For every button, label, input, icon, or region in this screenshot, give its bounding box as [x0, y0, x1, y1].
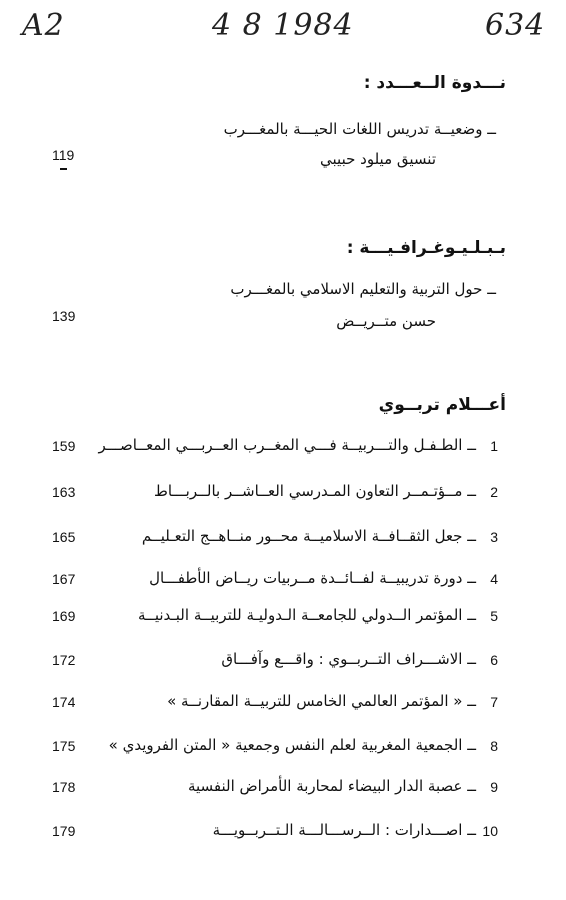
section-title: أعـــلام تربــوي — [378, 395, 506, 415]
entry-title: ــ عصبة الدار البيضاء لمحاربة الأمراض النفسية — [187, 777, 476, 795]
page-number: 175 — [52, 738, 76, 754]
entry-title: ــ الطـفـل والتـــربيــة فـــي المغــرب العــربـــي المعــاصـــر — [98, 436, 476, 454]
entry-number: 10 — [482, 823, 498, 839]
toc-entry — [52, 650, 498, 674]
handwritten-code: A2 — [22, 8, 65, 43]
entry-number: 1 — [490, 438, 498, 454]
page-number: 119 — [52, 147, 75, 163]
section-title: نـــدوة الــعـــدد : — [363, 73, 506, 93]
toc-entry — [52, 692, 498, 716]
toc-entry — [52, 821, 498, 845]
dash-mark — [60, 168, 67, 170]
entry-title: ــ اصـــدارات : الــرســـالـــة الـتــربــويـــة — [212, 821, 476, 839]
entry-number: 5 — [490, 608, 498, 624]
entry-title: ــ دورة تدريبيــة لفــائــدة مــربيات ريــاض الأطفـــال — [149, 569, 476, 587]
section-title: بـبـلـيـوغـرافـيـــة : — [346, 238, 506, 258]
toc-entry — [52, 606, 498, 630]
toc-entry — [52, 436, 498, 460]
page-number: 174 — [52, 694, 76, 710]
entry-number: 7 — [490, 694, 498, 710]
handwritten-number: 634 — [485, 8, 546, 43]
page-number: 159 — [52, 438, 76, 454]
entry-title: ــ « المؤتمر العالمي الخامس للتربيــة المقارنــة » — [167, 692, 476, 710]
entry-title: ــ المؤتمر الــدولي للجامعــة الـدوليـة للتربيــة البـدنيــة — [137, 606, 476, 624]
entry-title: ــ جعل الثقــافــة الاسلاميــة محــور منــاهــج التعـليــم — [141, 527, 476, 545]
entry-title: ــ حول التربية والتعليم الاسلامي بالمغـــرب — [230, 280, 496, 298]
entry-title: ــ وضعيــة تدريس اللغات الحيـــة بالمغـــرب — [223, 120, 496, 138]
entry-number: 6 — [490, 652, 498, 668]
entry-number: 3 — [490, 529, 498, 545]
toc-entry — [52, 777, 498, 801]
toc-entry — [52, 569, 498, 593]
page-number: 169 — [52, 608, 76, 624]
entry-number: 2 — [490, 484, 498, 500]
page-number: 165 — [52, 529, 76, 545]
toc-entry — [52, 736, 498, 760]
page-number: 167 — [52, 571, 76, 587]
entry-title: ــ مــؤتـمــر التعاون المـدرسي العــاشــر بالــربـــاط — [154, 482, 476, 500]
entry-author: تنسيق ميلود حبيبي — [320, 150, 436, 168]
entry-number: 8 — [490, 738, 498, 754]
handwritten-date: 4 8 1984 — [212, 8, 354, 43]
page-number: 139 — [52, 308, 76, 324]
entry-author: حسن متــريــض — [336, 312, 436, 330]
page-number: 178 — [52, 779, 76, 795]
entry-title: ــ الجمعية المغربية لعلم النفس وجمعية « المتن الفرويدي » — [108, 736, 476, 754]
entry-number: 4 — [490, 571, 498, 587]
toc-entry — [52, 482, 498, 506]
entry-number: 9 — [490, 779, 498, 795]
page-number: 172 — [52, 652, 76, 668]
toc-entry — [52, 527, 498, 551]
entry-title: ــ الاشـــراف التــربــوي : واقـــع وآفـــاق — [221, 650, 476, 668]
page-number: 163 — [52, 484, 76, 500]
page-number: 179 — [52, 823, 76, 839]
